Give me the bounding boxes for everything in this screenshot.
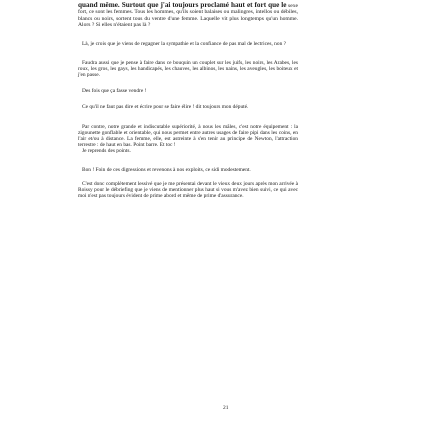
- first-line: quand même. Surtout que j'ai toujours proclamé haut et fort que le: [78, 1, 287, 9]
- paragraph: Bon ! Foin de ces digressions et revenons à nos exploits, ce sidi modestement.: [82, 167, 251, 174]
- paragraph: Je reprends des points.: [82, 147, 131, 154]
- paragraph: Là, je crois que je viens de regagner la sympathie et la confiance de pas mal de lectrices, non ?: [82, 41, 287, 48]
- paragraph-continued: [78, 2, 298, 28]
- paragraph: Faudra aussi que je pense à faire dans ce bouquin un couplet sur les juifs, les noirs, les Arabes, les roux, les gros, les gays, les handicapés, les chauves, les albinos, les nains, les aveugles, les boiteux et j'en passe.: [78, 60, 298, 79]
- paragraph: Par contre, notre grande et indiscutable supériorité, à nous les mâles, c'est notre équipement : la zigounette gonflable et orientable, qui nous permet entre autres usages de faire pipi dans les coins, en l'air et/ou à distance. La femme, elle, est astreinte à s'en tenir au principe de Newton, l'attraction terrestre : de haut en bas. Point barre. Et toc !: [78, 123, 298, 148]
- page-number: 21: [223, 405, 229, 411]
- paragraph-text: sexe fort, ce sont les femmes. Tous les hommes, qu'ils soient balaises ou malingres, intellos ou débiles, blancs ou noirs, sortent tous du ventre d'une femme. Laquelle vit plus longtemps qu'un homme. Alors ? Si elles n'étaient pas là ?: [78, 3, 298, 28]
- paragraph: Ce qu'il ne faut pas dire et écrire pour se faire élire ! dit toujours mon député.: [82, 104, 249, 111]
- paragraph: Des fois que ça fasse vendre !: [82, 88, 147, 95]
- paragraph: C'est donc complètement lessivé que je me présentai devant le vieux deux jours après mon arrivée à Roissy pour le débriefing que je viens de mentionner plus haut si vous m'avez bien suivi, ce qui avec moi n'est pas toujours évident de prime abord et même de prime d'assurance.: [78, 181, 298, 200]
